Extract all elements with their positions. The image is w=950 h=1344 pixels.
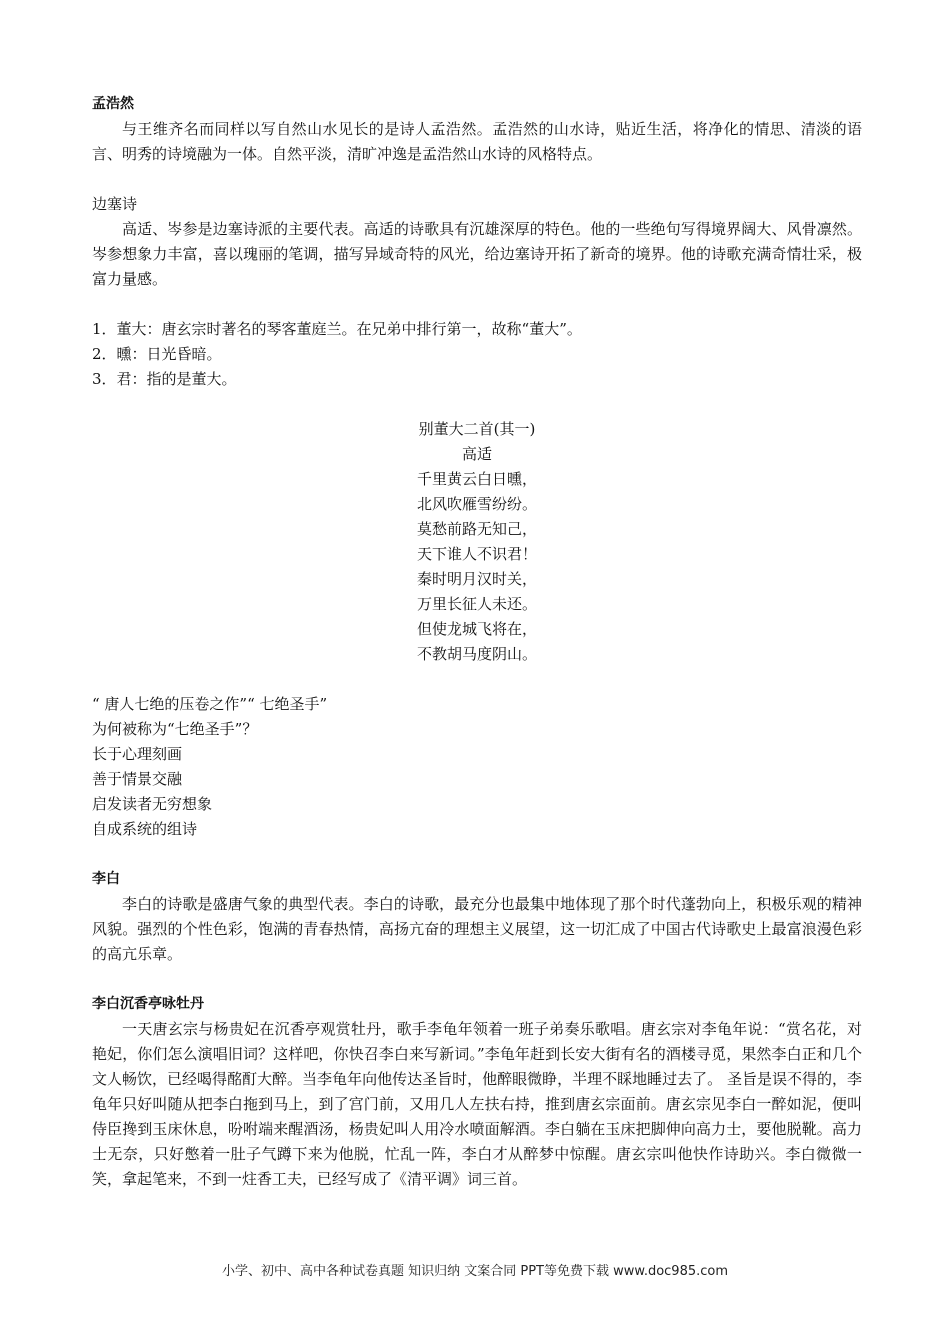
poem-line: 千里黄云白日曛， [416, 470, 537, 488]
note-item: 2．曛：日光昏暗。 [92, 345, 222, 363]
note-item: 3．君：指的是董大。 [92, 370, 237, 388]
paragraph-biansai: 高适、岑参是边塞诗派的主要代表。高适的诗歌具有沉雄深厚的特色。他的一些绝句写得境界阔大、风骨凛然。岑参想象力丰富，喜以瑰丽的笔调，描写异域奇特的风光，给边塞诗开拓了新奇的境界。他的诗歌充满奇情壮采，极富力量感。 [92, 220, 862, 288]
poem-line: 但使龙城飞将在， [416, 620, 537, 638]
note-item: 1．董大：唐玄宗时著名的琴客董庭兰。在兄弟中排行第一，故称“董大”。 [92, 320, 582, 338]
spacer [92, 167, 862, 192]
qijue-question: 为何被称为“七绝圣手”？ [92, 720, 258, 738]
poem-line: 天下谁人不识君！ [416, 545, 537, 563]
notes-list [92, 317, 862, 392]
section-title-libai: 李白 [92, 871, 120, 887]
poem-line: 秦时明月汉时关， [416, 570, 537, 588]
poem-line: 万里长征人未还。 [416, 595, 537, 613]
qijue-point: 善于情景交融 [92, 770, 183, 788]
poem-title: 别董大二首(其一) [418, 420, 536, 438]
section-title-menghaoran: 孟浩然 [92, 96, 134, 112]
paragraph-story: 一天唐玄宗与杨贵妃在沉香亭观赏牡丹，歌手李龟年领着一班子弟奏乐歌唱。唐玄宗对李龟年说：“赏名花，对艳妃，你们怎么演唱旧词？这样吧，你快召李白来写新词。”李龟年赶到长安大街有名的酒楼寻觅，果然李白正和几个文人畅饮，已经喝得酩酊大醉。当李龟年向他传达圣旨时，他醉眼微睁，半理不睬地睡过去了。 圣旨是误不得的，李龟年只好叫随从把李白拖到马上，到了宫门前，又用几人左扶右持，推到唐玄宗面前。唐玄宗见李白一醉如泥，便叫侍臣搀到玉床休息，吩咐端来醒酒汤，杨贵妃叫人用冷水喷面解酒。李白躺在玉床把脚伸向高力士，要他脱靴。高力士无奈，只好憋着一肚子气蹲下来为他脱，忙乱一阵，李白才从醉梦中惊醒。唐玄宗叫他快作诗助兴。李白微微一笑，拿起笔来，不到一炷香工夫，已经写成了《清平调》词三首。 [92, 1020, 862, 1188]
spacer [92, 392, 862, 417]
spacer [92, 842, 862, 867]
paragraph-libai: 李白的诗歌是盛唐气象的典型代表。李白的诗歌，最充分也最集中地体现了那个时代蓬勃向上，积极乐观的精神风貌。强烈的个性色彩，饱满的青春热情，高扬亢奋的理想主义展望，这一切汇成了中国古代诗歌史上最富浪漫色彩的高亢乐章。 [92, 895, 862, 963]
paragraph-menghaoran: 与王维齐名而同样以写自然山水见长的是诗人孟浩然。孟浩然的山水诗，贴近生活，将净化的情思、清淡的语言、明秀的诗境融为一体。自然平淡，清旷冲逸是孟浩然山水诗的风格特点。 [92, 120, 862, 163]
qijue-headline: “ 唐人七绝的压卷之作”“ 七绝圣手” [92, 695, 328, 713]
poem-line: 莫愁前路无知己， [416, 520, 537, 538]
footer-text: 小学、初中、高中各种试卷真题 知识归纳 文案合同 PPT等免费下载 www.doc985.com [221, 1264, 729, 1279]
spacer [92, 667, 862, 692]
poem-author: 高适 [461, 445, 492, 463]
spacer [92, 292, 862, 317]
poem-line: 不教胡马度阴山。 [416, 645, 537, 663]
qijue-point: 自成系统的组诗 [92, 820, 198, 838]
section-title-biansai: 边塞诗 [92, 195, 138, 213]
document-page [92, 92, 862, 1192]
qijue-point: 启发读者无穷想象 [92, 795, 213, 813]
qijue-point: 长于心理刻画 [92, 745, 183, 763]
section-title-story: 李白沉香亭咏牡丹 [92, 996, 204, 1012]
poem-block [92, 417, 862, 667]
poem-line: 北风吹雁雪纷纷。 [416, 495, 537, 513]
spacer [92, 967, 862, 992]
